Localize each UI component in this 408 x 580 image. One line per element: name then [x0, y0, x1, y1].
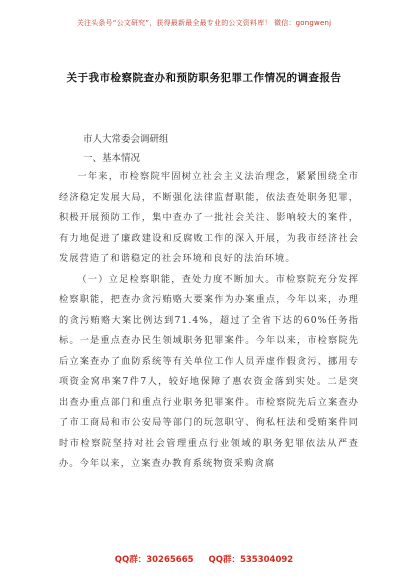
footer-qq-group-1: QQ群：30265665: [114, 555, 194, 565]
footer-qq-group-2: QQ群：535304092: [208, 555, 294, 565]
body-text: [59, 167, 359, 475]
document-title: 关于我市检察院查办和预防职务犯罪工作情况的调查报告: [66, 72, 342, 84]
section-heading: 一、基本情况: [83, 153, 141, 164]
header-banner: 关注头条号“公文研究”，获得最新最全最专业的公文资料库！ 微信：gongwenj: [76, 19, 332, 27]
paragraph: （一）立足检察职能，查处力度不断加大。市检察院充分发挥检察职能，把查办贪污贿赂大要案作为办案重点，今年以来，办理的贪污贿赂大案比例达到71.4%，超过了全省下达的60%任务指标。一是重点查办民生领域职务犯罪案件。今年以来，市检察院先后立案查办了血防系统等有关单位工作人员弄虚作假贪污、挪用专项资金窝串案7件7人，较好地保障了惠农资金落到实处。二是突出查办重点部门和重点行业职务犯罪案件。市检察院先后立案查办了市工商局和市公安局等部门的玩忽职守、徇私枉法和受贿案件同时市检察院坚持对社会管理重点行业领域的职务犯罪依法从严查办。今年以来，立案查办教育系统物资采购贪腐: [59, 273, 359, 469]
author-line: 市人大常委会调研组: [83, 134, 169, 145]
paragraph: 一年来，市检察院牢固树立社会主义法治理念，紧紧围绕全市经济稳定发展大局，不断强化法律监督职能，依法查处职务犯罪，积极开展预防工作，集中查办了一批社会关注、影响较大的案件，有力地促进了廉政建设和反腐败工作的深入开展，为我市经济社会发展营造了和谐稳定的社会环境和良好的法治环境。: [59, 171, 359, 264]
footer: [0, 553, 408, 565]
